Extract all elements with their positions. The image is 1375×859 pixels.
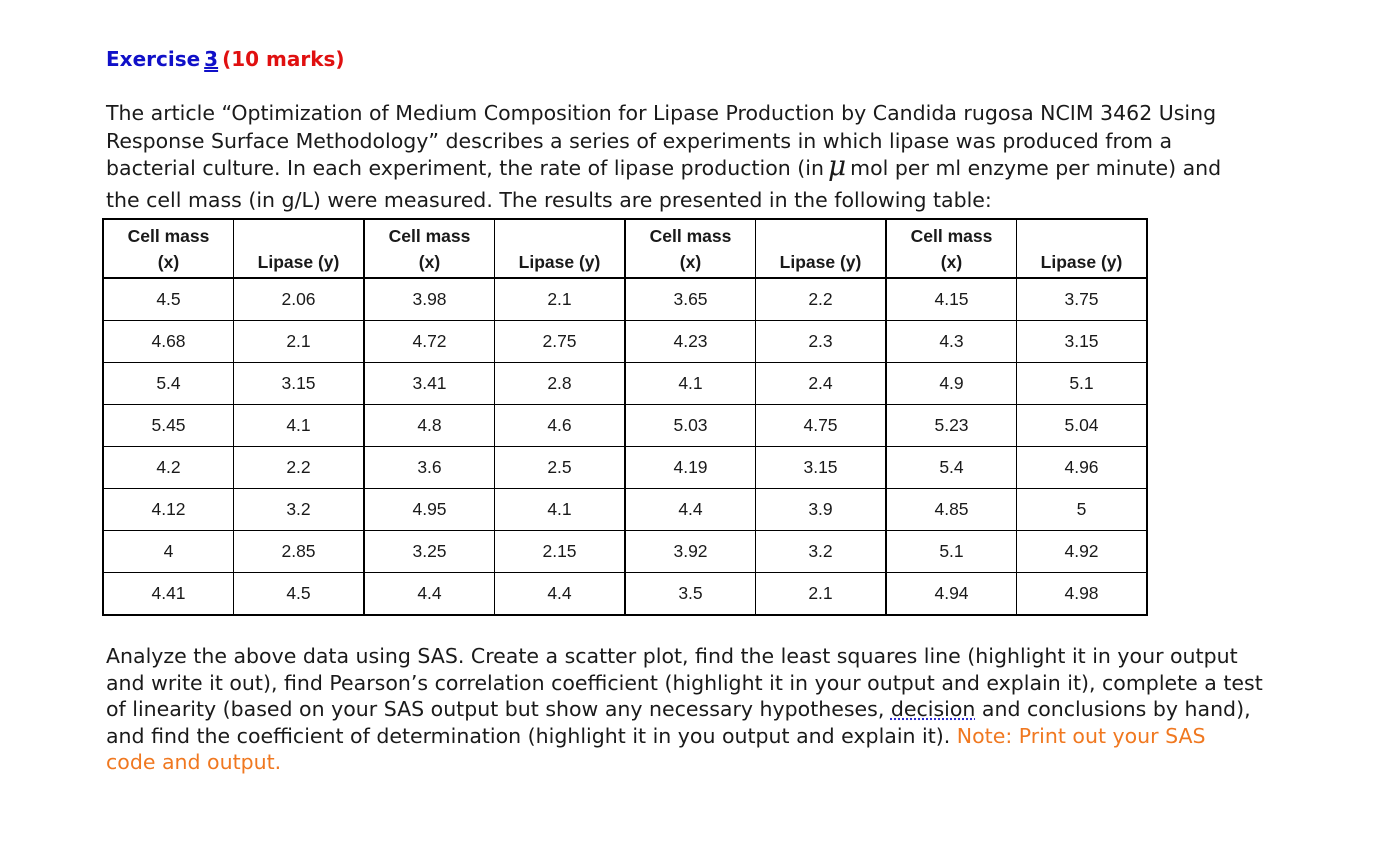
cell-mass-value: 4.2	[103, 447, 234, 489]
lipase-value: 3.2	[234, 489, 365, 531]
exercise-title-word: Exercise	[106, 47, 201, 71]
cell-mass-value: 4.19	[625, 447, 756, 489]
cell-mass-value: 4.41	[103, 573, 234, 616]
lipase-value: 4.5	[234, 573, 365, 616]
instructions-line-1: Analyze the above data using SAS. Create a scatter plot, find the least squares line (highlight it in your output	[106, 644, 1238, 668]
header-lipase: Lipase (y)	[1017, 219, 1148, 278]
header-cell-mass: Cell mass (x)	[625, 219, 756, 278]
lipase-value: 3.15	[234, 363, 365, 405]
header-lipase: Lipase (y)	[495, 219, 626, 278]
header-lipase: Lipase (y)	[756, 219, 887, 278]
table-row	[103, 278, 1147, 321]
cell-mass-value: 5.4	[103, 363, 234, 405]
lipase-value: 3.15	[756, 447, 887, 489]
note-text: Note: Print out your SAS	[956, 723, 1206, 748]
cell-mass-value: 4.85	[886, 489, 1017, 531]
table-row	[103, 321, 1147, 363]
cell-mass-value: 5.4	[886, 447, 1017, 489]
lipase-value: 3.15	[1017, 321, 1148, 363]
instructions-line-3: of linearity (based on your SAS output but show any necessary hypotheses, decision and conclusions by hand),	[106, 697, 1251, 721]
instructions-line-2: and write it out), find Pearson’s correlation coefficient (highlight it in your output and explain it), complete a test	[106, 670, 1263, 695]
cell-mass-value: 5.45	[103, 405, 234, 447]
mu-symbol: μ	[827, 149, 847, 182]
intro-line-3	[106, 149, 1296, 183]
lipase-value: 4.1	[234, 405, 365, 447]
table-row	[103, 405, 1147, 447]
intro-paragraph	[106, 100, 1296, 214]
lipase-value: 2.15	[495, 531, 626, 573]
lipase-value: 2.2	[756, 278, 887, 321]
lipase-value: 2.8	[495, 363, 626, 405]
intro-line-2: Response Surface Methodology” describes a series of experiments in which lipase was produced from a	[106, 128, 1173, 153]
cell-mass-value: 4.8	[364, 405, 495, 447]
cell-mass-value: 4.12	[103, 489, 234, 531]
header-cell-mass: Cell mass (x)	[886, 219, 1017, 278]
cell-mass-value: 3.41	[364, 363, 495, 405]
intro-line-3a: bacterial culture. In each experiment, the rate of lipase production (in	[106, 156, 824, 180]
lipase-value: 2.4	[756, 363, 887, 405]
intro-line-3b: mol per ml enzyme per minute) and	[850, 156, 1222, 180]
table-row	[103, 489, 1147, 531]
instructions-paragraph	[106, 643, 1326, 776]
lipase-value: 5	[1017, 489, 1148, 531]
intro-line-4: the cell mass (in g/L) were measured. The results are presented in the following table:	[106, 187, 992, 212]
lipase-value: 2.3	[756, 321, 887, 363]
cell-mass-value: 5.23	[886, 405, 1017, 447]
cell-mass-value: 3.98	[364, 278, 495, 321]
table-row	[103, 363, 1147, 405]
lipase-value: 4.98	[1017, 573, 1148, 616]
lipase-value: 3.9	[756, 489, 887, 531]
cell-mass-value: 3.5	[625, 573, 756, 616]
lipase-value: 2.06	[234, 278, 365, 321]
lipase-value: 4.96	[1017, 447, 1148, 489]
table-header-row	[103, 219, 1147, 278]
lipase-value: 2.85	[234, 531, 365, 573]
lipase-value: 4.75	[756, 405, 887, 447]
cell-mass-value: 4.15	[886, 278, 1017, 321]
cell-mass-value: 4.9	[886, 363, 1017, 405]
lipase-value: 3.2	[756, 531, 887, 573]
cell-mass-value: 4.3	[886, 321, 1017, 363]
header-lipase: Lipase (y)	[234, 219, 365, 278]
cell-mass-value: 4	[103, 531, 234, 573]
cell-mass-value: 5.1	[886, 531, 1017, 573]
exercise-title	[106, 47, 345, 71]
cell-mass-value: 4.1	[625, 363, 756, 405]
cell-mass-value: 4.68	[103, 321, 234, 363]
cell-mass-value: 3.65	[625, 278, 756, 321]
cell-mass-value: 3.25	[364, 531, 495, 573]
lipase-value: 4.6	[495, 405, 626, 447]
cell-mass-value: 3.92	[625, 531, 756, 573]
instructions-line-4: and find the coefficient of determination (highlight it in you output and explain it). Note: Print out your SAS	[106, 723, 1206, 748]
intro-line-1: The article “Optimization of Medium Composition for Lipase Production by Candida rugosa NCIM 3462 Using	[106, 101, 1217, 125]
cell-mass-value: 4.95	[364, 489, 495, 531]
table-row	[103, 447, 1147, 489]
lipase-value: 5.04	[1017, 405, 1148, 447]
lipase-value: 4.4	[495, 573, 626, 616]
lipase-value: 2.1	[234, 321, 365, 363]
lipase-value: 4.92	[1017, 531, 1148, 573]
cell-mass-value: 4.5	[103, 278, 234, 321]
decision-word: decision	[890, 697, 976, 721]
lipase-value: 3.75	[1017, 278, 1148, 321]
table-row	[103, 531, 1147, 573]
data-table	[102, 218, 1148, 616]
cell-mass-value: 3.6	[364, 447, 495, 489]
lipase-value: 2.1	[495, 278, 626, 321]
lipase-value: 4.1	[495, 489, 626, 531]
table-row	[103, 573, 1147, 616]
cell-mass-value: 4.94	[886, 573, 1017, 616]
lipase-value: 2.5	[495, 447, 626, 489]
header-cell-mass: Cell mass (x)	[364, 219, 495, 278]
lipase-value: 2.75	[495, 321, 626, 363]
lipase-value: 5.1	[1017, 363, 1148, 405]
cell-mass-value: 4.72	[364, 321, 495, 363]
exercise-number: 3	[204, 47, 219, 71]
cell-mass-value: 4.4	[625, 489, 756, 531]
lipase-value: 2.2	[234, 447, 365, 489]
exercise-marks: (10 marks)	[222, 47, 345, 71]
instructions-line-5: code and output.	[106, 750, 282, 774]
lipase-value: 2.1	[756, 573, 887, 616]
header-cell-mass: Cell mass (x)	[103, 219, 234, 278]
cell-mass-value: 4.4	[364, 573, 495, 616]
cell-mass-value: 5.03	[625, 405, 756, 447]
cell-mass-value: 4.23	[625, 321, 756, 363]
